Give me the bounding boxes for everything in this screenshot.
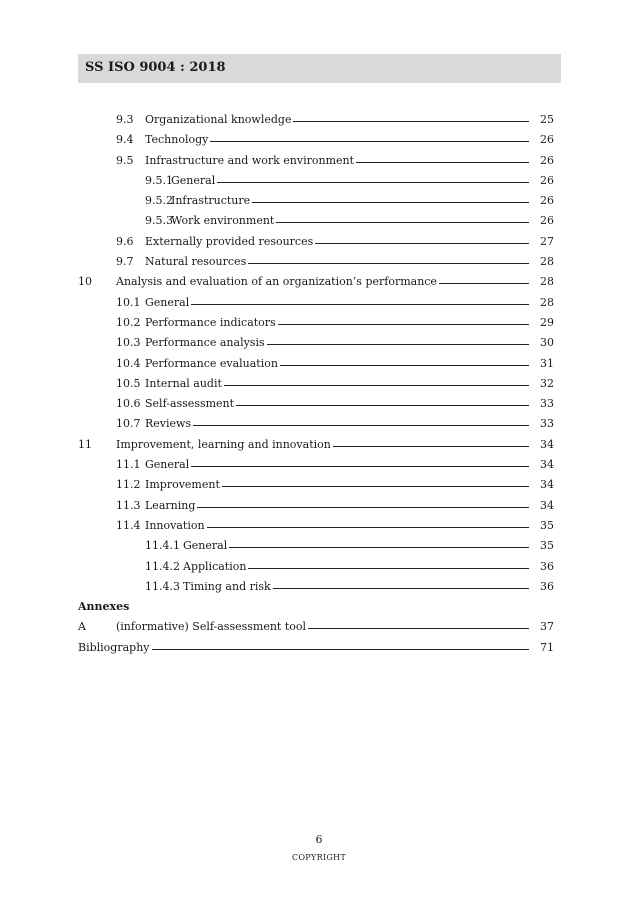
toc-entry-label: (informative) Self-assessment tool — [116, 620, 307, 634]
toc-leader — [293, 121, 529, 122]
toc-leader — [280, 365, 529, 366]
toc-entry-page: 33 — [540, 397, 554, 411]
toc-leader — [193, 425, 529, 426]
running-header — [78, 54, 561, 83]
toc-leader — [273, 588, 529, 589]
toc-leader — [224, 385, 529, 386]
toc-entry-page: 26 — [540, 194, 554, 208]
toc-entry-page: 26 — [540, 214, 554, 228]
toc-entry-9-5-2[interactable] — [78, 194, 554, 214]
toc-entry-10-3[interactable] — [78, 336, 554, 356]
toc-leader — [236, 405, 529, 406]
toc-entry-9-3[interactable] — [78, 113, 554, 133]
toc-entry-label: Performance indicators — [145, 315, 276, 329]
toc-entry-9-7[interactable] — [78, 255, 554, 275]
toc-entry-page: 34 — [540, 478, 554, 492]
toc-entry-label: Improvement — [145, 478, 220, 492]
toc-entry-10-4[interactable] — [78, 357, 554, 377]
toc-entry-number: 10.6 — [116, 397, 141, 411]
toc-entry-label: General — [145, 295, 190, 309]
toc-entry-label: Analysis and evaluation of an organization’s performance — [116, 275, 437, 289]
toc-entry-10[interactable] — [78, 275, 554, 295]
toc-leader — [207, 527, 529, 528]
table-of-contents — [78, 113, 554, 661]
document-title: SS ISO 9004 : 2018 — [85, 60, 226, 75]
toc-entry-page: 30 — [540, 336, 554, 350]
toc-entry-page: 26 — [540, 133, 554, 147]
toc-entry-page: 27 — [540, 234, 554, 248]
toc-entry-10-6[interactable] — [78, 397, 554, 417]
toc-entry-11-1[interactable] — [78, 458, 554, 478]
toc-entry-page: 26 — [540, 153, 554, 167]
toc-entry-11-4-3[interactable] — [78, 580, 554, 600]
toc-leader — [222, 486, 529, 487]
toc-entry-page: 34 — [540, 458, 554, 472]
toc-entry-number: 11.4.2 — [145, 559, 180, 573]
toc-entry-number: 10.2 — [116, 315, 141, 329]
toc-entry-page: 25 — [540, 113, 554, 126]
toc-entry-page: 36 — [540, 579, 554, 593]
toc-entry-label: Bibliography — [78, 640, 150, 654]
toc-entry-number: 9.4 — [116, 133, 134, 147]
toc-entry-11[interactable] — [78, 438, 554, 458]
toc-entry-9-5[interactable] — [78, 154, 554, 174]
toc-leader — [152, 649, 530, 650]
toc-entry-label: General — [183, 539, 228, 553]
toc-leader — [191, 304, 529, 305]
annexes-heading — [78, 600, 554, 620]
toc-entry-label: Work environment — [171, 214, 275, 228]
toc-entry-page: 32 — [540, 376, 554, 390]
toc-entry-page: 34 — [540, 498, 554, 512]
toc-entry-number: 11.4.3 — [145, 579, 180, 593]
toc-leader — [333, 446, 529, 447]
toc-leader — [210, 141, 529, 142]
toc-entry-label: General — [145, 458, 190, 472]
toc-leader — [276, 222, 529, 223]
toc-leader — [252, 202, 529, 203]
toc-entry-10-5[interactable] — [78, 377, 554, 397]
toc-entry-11-2[interactable] — [78, 478, 554, 498]
toc-leader — [248, 263, 529, 264]
toc-entry-page: 71 — [540, 640, 554, 654]
toc-entry-page: 26 — [540, 173, 554, 187]
toc-entry-page: 28 — [540, 295, 554, 309]
toc-entry-9-6[interactable] — [78, 235, 554, 255]
toc-entry-label: Natural resources — [145, 255, 247, 269]
toc-entry-number: 9.6 — [116, 234, 134, 248]
toc-entry-page: 34 — [540, 437, 554, 451]
toc-entry-number: 9.5 — [116, 153, 134, 167]
toc-entry-label: Performance evaluation — [145, 356, 278, 370]
toc-entry-label: Application — [183, 559, 247, 573]
toc-entry-number: 11.4 — [116, 518, 141, 532]
toc-entry-page: 35 — [540, 539, 554, 553]
toc-leader — [217, 182, 529, 183]
toc-entry-page: 33 — [540, 417, 554, 431]
toc-entry-label: Technology — [145, 133, 209, 147]
toc-entry-label: Timing and risk — [183, 579, 271, 593]
toc-leader — [191, 466, 529, 467]
toc-entry-page: 35 — [540, 518, 554, 532]
toc-entry-number: 9.3 — [116, 113, 134, 126]
toc-entry-number: 11.4.1 — [145, 539, 180, 553]
toc-leader — [315, 243, 529, 244]
copyright-notice: COPYRIGHT — [292, 853, 346, 862]
toc-entry-number: 10.4 — [116, 356, 141, 370]
toc-entry-10-7[interactable] — [78, 417, 554, 437]
toc-entry-label: Infrastructure — [171, 194, 251, 208]
toc-entry-label: Self-assessment — [145, 397, 235, 411]
toc-leader — [267, 344, 529, 345]
toc-entry-page: 37 — [540, 620, 554, 634]
toc-leader — [439, 283, 529, 284]
toc-entry-10-1[interactable] — [78, 296, 554, 316]
page-number: 6 — [315, 833, 323, 846]
toc-entry-number: 10.3 — [116, 336, 141, 350]
toc-leader — [229, 547, 529, 548]
toc-entry-page: 29 — [540, 315, 554, 329]
toc-entry-number: 11.3 — [116, 498, 141, 512]
toc-entry-label: Innovation — [145, 518, 205, 532]
toc-leader — [197, 507, 529, 508]
toc-entry-number: 11 — [78, 437, 92, 451]
toc-entry-page: 36 — [540, 559, 554, 573]
toc-entry-page: 28 — [540, 275, 554, 289]
toc-entry-number: 11.1 — [116, 458, 141, 472]
toc-entry-label: Organizational knowledge — [145, 113, 292, 126]
toc-entry-label: Infrastructure and work environment — [145, 153, 355, 167]
annexes-heading-label: Annexes — [78, 600, 130, 614]
toc-entry-number: 9.7 — [116, 255, 134, 269]
toc-entry-label: Internal audit — [145, 376, 222, 390]
toc-leader — [308, 628, 529, 629]
toc-entry-label: Performance analysis — [145, 336, 265, 350]
toc-entry-annex-a[interactable] — [78, 620, 554, 640]
toc-entry-number: 11.2 — [116, 478, 141, 492]
toc-entry-number: 10 — [78, 275, 92, 289]
toc-entry-11-4-2[interactable] — [78, 560, 554, 580]
toc-entry-label: General — [171, 173, 216, 187]
toc-entry-number: A — [78, 620, 86, 634]
toc-leader — [248, 568, 529, 569]
toc-entry-11-3[interactable] — [78, 499, 554, 519]
toc-entry-9-5-3[interactable] — [78, 214, 554, 234]
toc-entry-10-2[interactable] — [78, 316, 554, 336]
toc-entry-number: 9.5.1 — [145, 173, 173, 187]
toc-leader — [356, 162, 529, 163]
toc-entry-number: 9.5.2 — [145, 194, 173, 208]
toc-entry-page: 31 — [540, 356, 554, 370]
toc-entry-9-5-1[interactable] — [78, 174, 554, 194]
toc-entry-bibliography[interactable] — [78, 641, 554, 661]
toc-entry-label: Reviews — [145, 417, 192, 431]
toc-entry-number: 10.7 — [116, 417, 141, 431]
toc-entry-label: Externally provided resources — [145, 234, 314, 248]
toc-entry-11-4-1[interactable] — [78, 539, 554, 559]
toc-entry-label: Improvement, learning and innovation — [116, 437, 331, 451]
toc-entry-11-4[interactable] — [78, 519, 554, 539]
toc-entry-9-4[interactable] — [78, 133, 554, 153]
toc-entry-label: Learning — [145, 498, 196, 512]
toc-entry-number: 9.5.3 — [145, 214, 173, 228]
toc-leader — [278, 324, 529, 325]
toc-entry-number: 10.5 — [116, 376, 141, 390]
toc-entry-page: 28 — [540, 255, 554, 269]
toc-entry-number: 10.1 — [116, 295, 141, 309]
